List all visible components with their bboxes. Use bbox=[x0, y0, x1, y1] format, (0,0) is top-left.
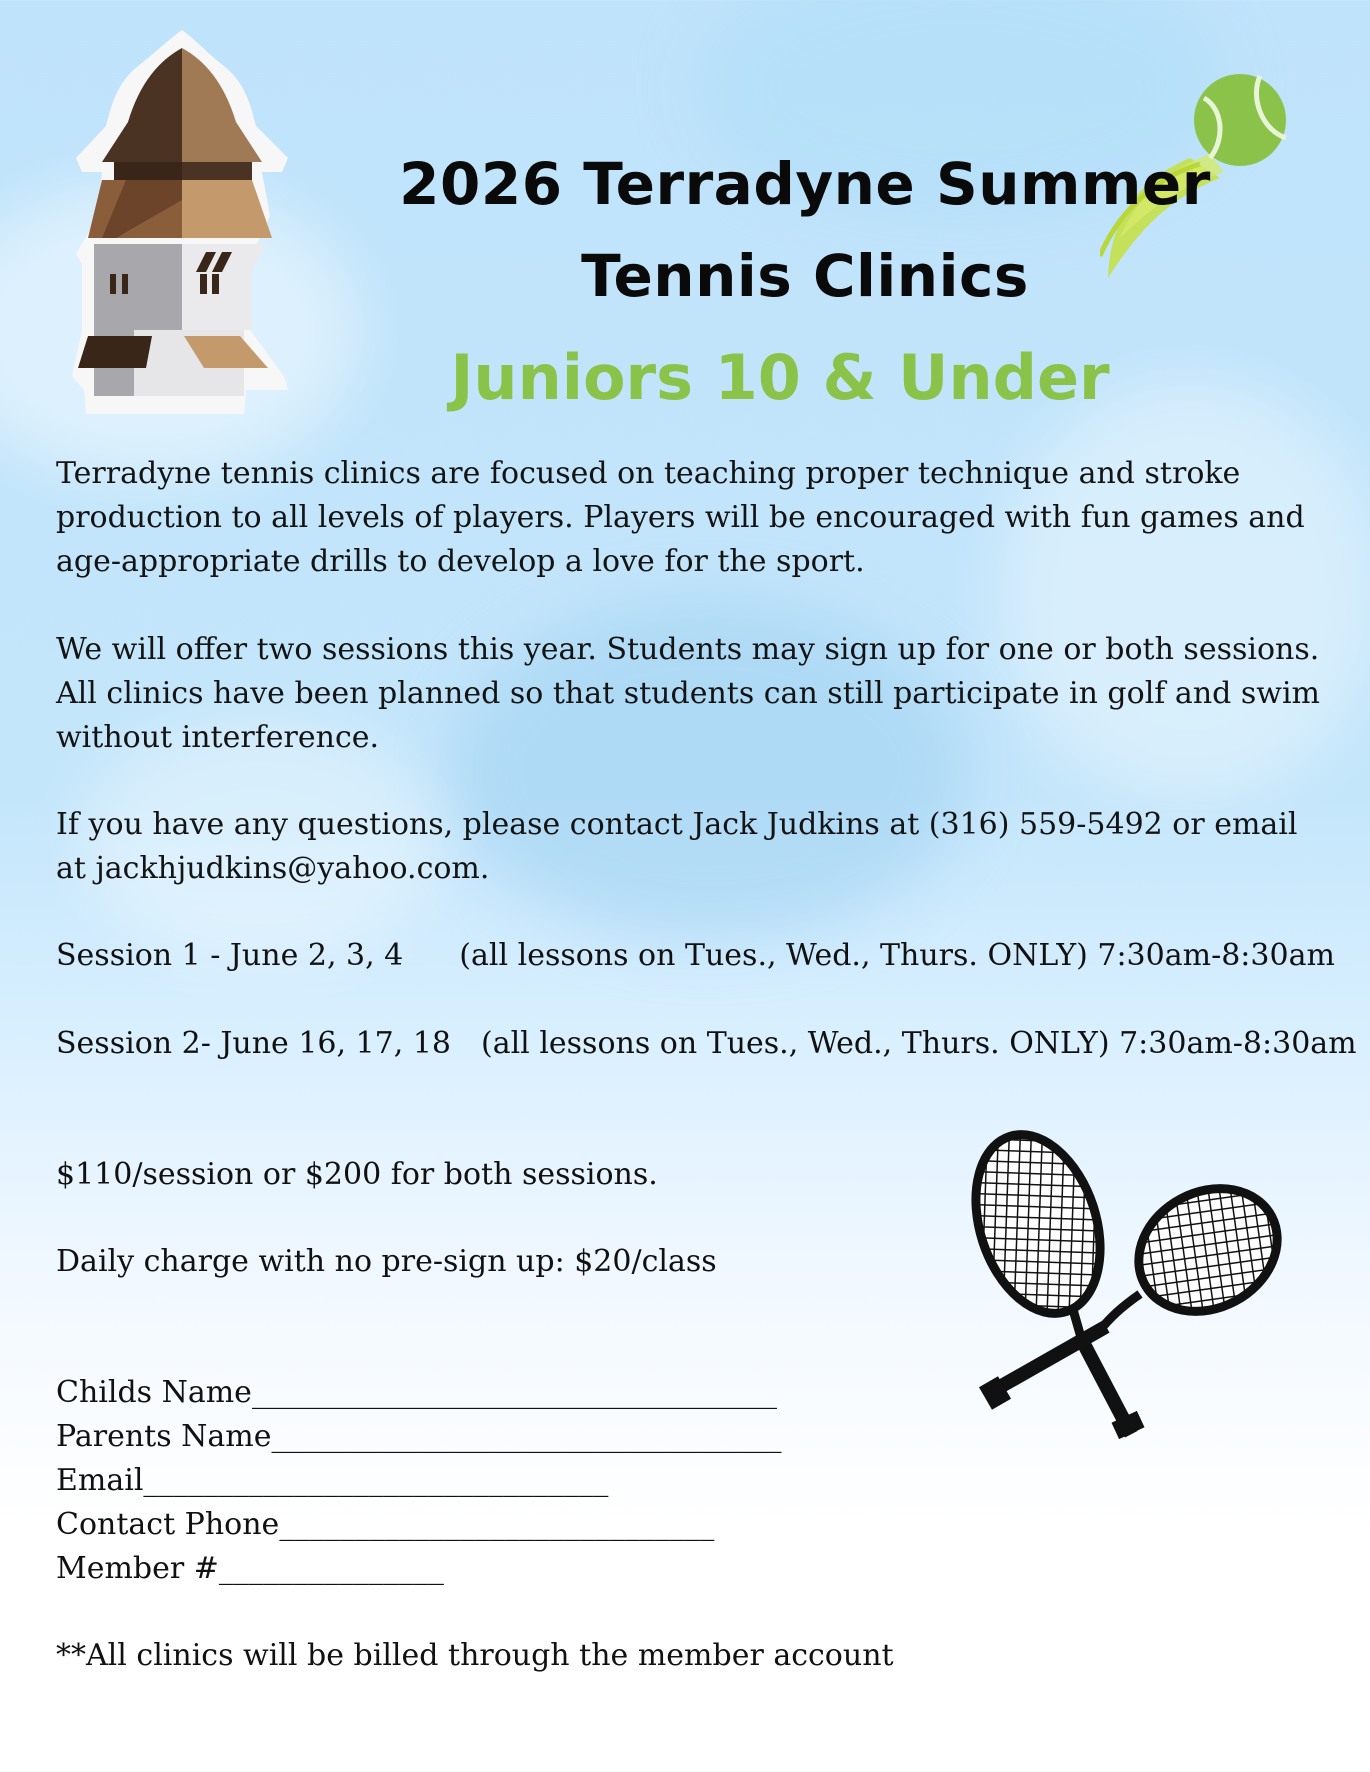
form-field-contact-phone[interactable] bbox=[56, 1503, 714, 1547]
session-name: Session 2- June 16, 17, 18 bbox=[56, 1026, 451, 1061]
price-line: $110/session or $200 for both sessions. bbox=[56, 1157, 658, 1192]
crossed-rackets-icon bbox=[960, 1118, 1300, 1448]
session-line bbox=[56, 1022, 1357, 1066]
daily-charge-line: Daily charge with no pre-sign up: $20/class bbox=[56, 1244, 717, 1279]
field-label: Email bbox=[56, 1463, 144, 1498]
field-blank[interactable]: _____________________________ bbox=[279, 1507, 715, 1542]
logo-upper-band bbox=[88, 180, 272, 238]
form-field-childs-name[interactable] bbox=[56, 1371, 777, 1415]
field-blank[interactable]: _______________ bbox=[218, 1551, 444, 1586]
form-field-email[interactable] bbox=[56, 1459, 608, 1503]
page-subtitle: Juniors 10 & Under bbox=[450, 341, 1110, 414]
club-logo bbox=[56, 30, 308, 414]
form-field-parents-name[interactable] bbox=[56, 1415, 781, 1459]
session-name: Session 1 - June 2, 3, 4 bbox=[56, 938, 404, 973]
sessions-info-paragraph: We will offer two sessions this year. Students may sign up for one or both sessions. All clinics have been planned so that students can still participate in golf and swim without interference. bbox=[56, 632, 1320, 755]
form-field-member-number[interactable] bbox=[56, 1547, 444, 1591]
title-line-2: Tennis Clinics bbox=[581, 242, 1029, 310]
intro-paragraph: Terradyne tennis clinics are focused on teaching proper technique and stroke production to all levels of players. Players will be encouraged with fun games and age-appropriate drills to develop a love for the sport. bbox=[56, 456, 1305, 579]
logo-tower-body bbox=[94, 244, 266, 396]
field-blank[interactable]: __________________________________ bbox=[271, 1419, 782, 1454]
title-line-1: 2026 Terradyne Summer bbox=[399, 150, 1211, 218]
session-details: (all lessons on Tues., Wed., Thurs. ONLY) 7:30am-8:30am bbox=[481, 1026, 1357, 1061]
field-label: Parents Name bbox=[56, 1419, 272, 1454]
session-details: (all lessons on Tues., Wed., Thurs. ONLY) 7:30am-8:30am bbox=[459, 938, 1335, 973]
field-blank[interactable]: _______________________________ bbox=[143, 1463, 609, 1498]
field-blank[interactable]: ___________________________________ bbox=[251, 1375, 777, 1410]
session-line bbox=[56, 934, 1335, 978]
page-title bbox=[360, 138, 1250, 322]
field-label: Contact Phone bbox=[56, 1507, 280, 1542]
contact-paragraph: If you have any questions, please contact Jack Judkins at (316) 559-5492 or email at jackhjudkins@yahoo.com. bbox=[56, 807, 1298, 886]
billing-note: **All clinics will be billed through the member account bbox=[56, 1638, 894, 1673]
field-label: Childs Name bbox=[56, 1375, 252, 1410]
field-label: Member # bbox=[56, 1551, 219, 1586]
